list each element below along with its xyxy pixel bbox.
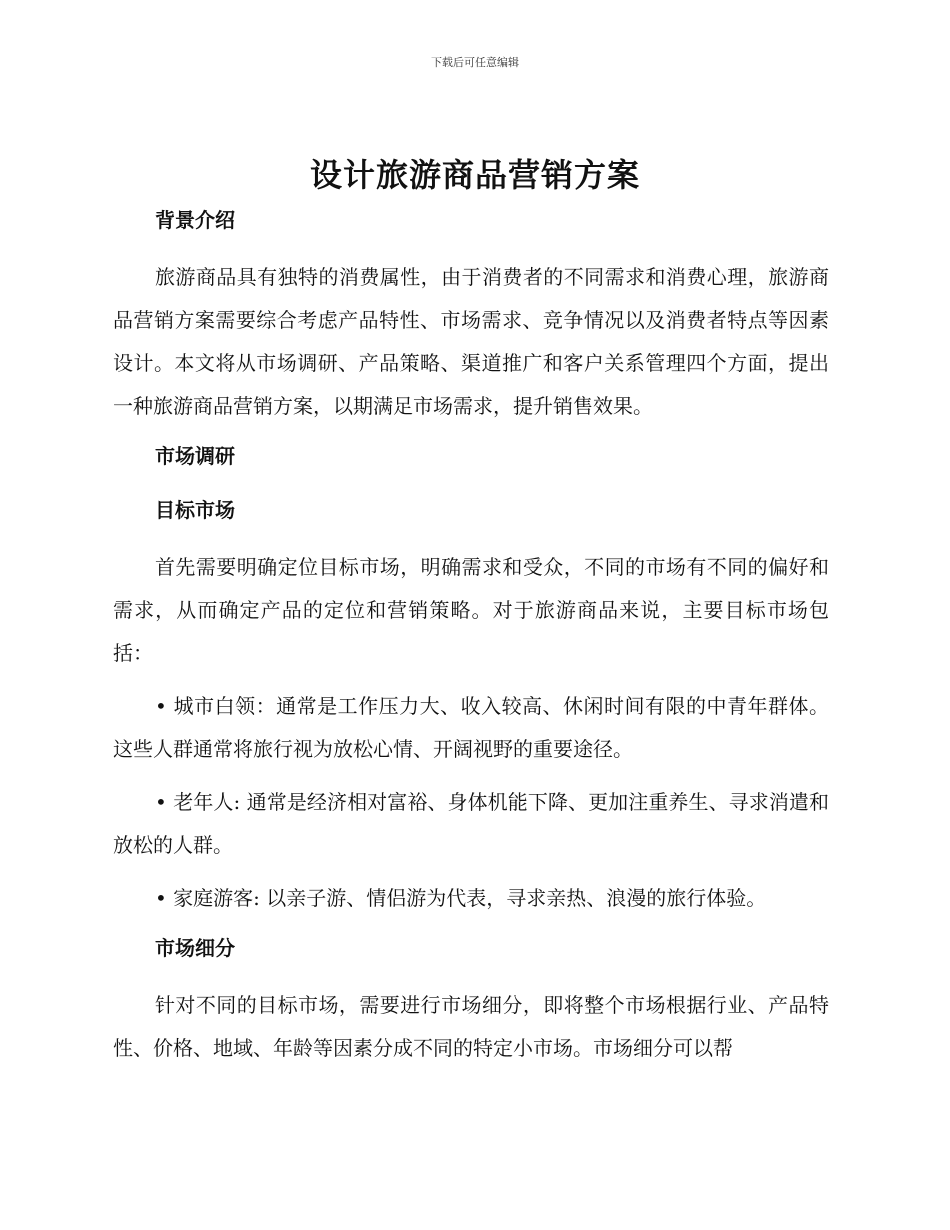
paragraph-target-market: 首先需要明确定位目标市场，明确需求和受众，不同的市场有不同的偏好和需求，从而确定产品的定位和营销策略。对于旅游商品来说，主要目标市场包括： bbox=[113, 555, 829, 665]
section-heading-target-market: 目标市场 bbox=[155, 498, 235, 522]
section-heading-segmentation: 市场细分 bbox=[155, 936, 235, 960]
bullet-item-family: • 家庭游客: 以亲子游、情侣游为代表，寻求亲热、浪漫的旅行体验。 bbox=[155, 886, 767, 910]
section-heading-market-research: 市场调研 bbox=[155, 444, 235, 468]
section-heading-background: 背景介绍 bbox=[155, 208, 235, 232]
header-note: 下载后可任意编辑 bbox=[431, 56, 519, 69]
document-body bbox=[113, 202, 829, 1070]
page-title: 设计旅游商品营销方案 bbox=[309, 156, 640, 194]
paragraph-background: 旅游商品具有独特的消费属性，由于消费者的不同需求和消费心理，旅游商品营销方案需要综合考虑产品特性、市场需求、竞争情况以及消费者特点等因素设计。本文将从市场调研、产品策略、渠道推广和客户关系管理四个方面，提出一种旅游商品营销方案，以期满足市场需求，提升销售效果。 bbox=[113, 265, 829, 418]
paragraph-segmentation: 针对不同的目标市场，需要进行市场细分，即将整个市场根据行业、产品特性、价格、地域、年龄等因素分成不同的特定小市场。市场细分可以帮 bbox=[113, 993, 829, 1060]
bullet-item-white-collar: • 城市白领：通常是工作压力大、收入较高、休闲时间有限的中青年群体。这些人群通常将旅行视为放松心情、开阔视野的重要途径。 bbox=[113, 694, 829, 761]
bullet-item-elderly: • 老年人: 通常是经济相对富裕、身体机能下降、更加注重养生、寻求消遣和放松的人群。 bbox=[113, 790, 829, 857]
